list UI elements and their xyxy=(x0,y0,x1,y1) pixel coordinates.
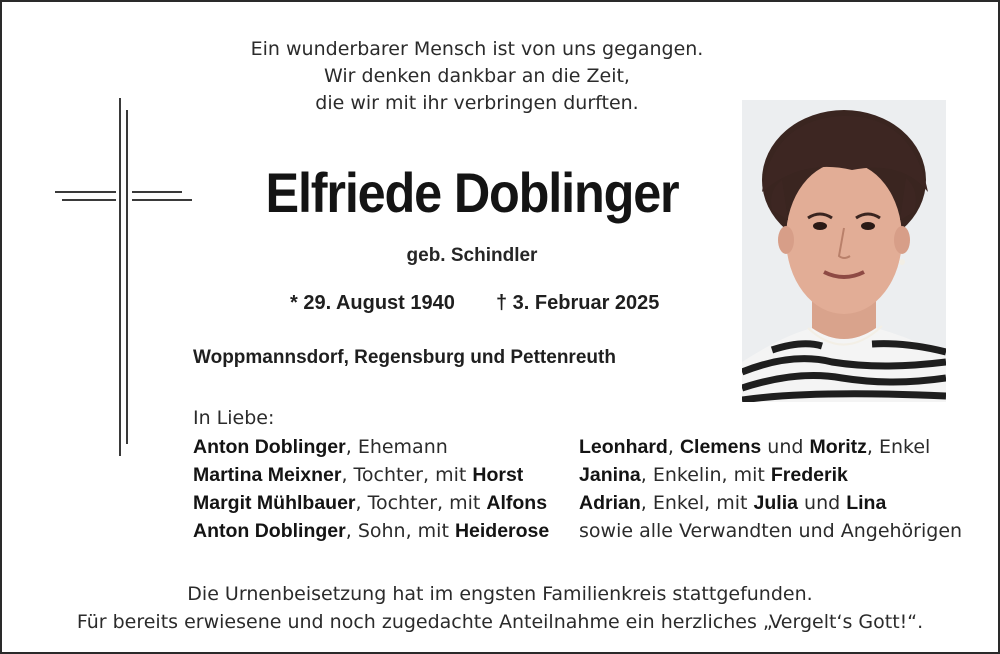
mourner-line xyxy=(579,433,962,461)
mourner-name: Julia xyxy=(753,492,798,514)
mourner-relation: , xyxy=(667,436,680,458)
mourner-relation: , Enkel, mit xyxy=(640,492,754,514)
birth-date: * 29. August 1940 xyxy=(290,292,455,314)
places: Woppmannsdorf, Regensburg und Pettenreuth xyxy=(193,347,616,368)
closing-line: Für bereits erwiesene und noch zugedachte Anteilnahme ein herzliches „Vergelt‘s Gott!“. xyxy=(76,611,924,633)
mourner-name: Frederik xyxy=(770,464,848,486)
mourner-line xyxy=(579,517,962,545)
intro-line: die wir mit ihr verbringen durften. xyxy=(315,92,639,114)
mourner-name: Lina xyxy=(846,492,887,514)
mourner-name: Margit Mühlbauer xyxy=(193,492,356,514)
mourner-relation: , Enkel xyxy=(866,436,931,458)
mourner-line xyxy=(193,489,549,517)
mourner-line xyxy=(193,433,549,461)
mourners-heading: In Liebe: xyxy=(193,407,275,429)
mourner-relation: , Sohn, mit xyxy=(345,520,455,542)
mourners-left-column xyxy=(193,433,549,545)
mourner-relation: sowie alle Verwandten und Angehörigen xyxy=(579,520,963,542)
portrait-photo xyxy=(742,100,946,402)
mourner-line xyxy=(579,489,962,517)
intro-line: Wir denken dankbar an die Zeit, xyxy=(324,65,630,87)
mourner-name: Horst xyxy=(472,464,524,486)
cross-icon xyxy=(52,96,197,458)
deceased-name: Elfriede Doblinger xyxy=(265,161,679,224)
intro-text xyxy=(152,36,802,117)
mourner-relation: , Tochter, mit xyxy=(341,464,473,486)
mourner-name: Janina xyxy=(579,464,641,486)
mourner-relation: , Tochter, mit xyxy=(355,492,487,514)
closing-text xyxy=(22,580,978,636)
mourner-name: Adrian xyxy=(579,492,641,514)
mourner-name: Alfons xyxy=(486,492,548,514)
mourner-line xyxy=(579,461,962,489)
mourner-relation: , Ehemann xyxy=(345,436,448,458)
mourner-name: Anton Doblinger xyxy=(193,520,346,542)
mourner-line xyxy=(193,517,549,545)
mourner-name: Martina Meixner xyxy=(193,464,342,486)
death-date: † 3. Februar 2025 xyxy=(496,292,660,314)
mourner-name: Leonhard xyxy=(579,436,668,458)
mourner-relation: und xyxy=(797,492,847,514)
closing-line: Die Urnenbeisetzung hat im engsten Familienkreis stattgefunden. xyxy=(187,583,813,605)
mourner-name: Clemens xyxy=(679,436,762,458)
mourner-name: Anton Doblinger xyxy=(193,436,346,458)
mourner-relation: , Enkelin, mit xyxy=(640,464,771,486)
mourners-right-column xyxy=(579,433,962,545)
mourner-name: Moritz xyxy=(809,436,867,458)
mourner-name: Heiderose xyxy=(454,520,550,542)
mourner-relation: und xyxy=(761,436,810,458)
birth-name: geb. Schindler xyxy=(406,245,538,266)
intro-line: Ein wunderbarer Mensch ist von uns gegangen. xyxy=(250,38,704,60)
mourner-line xyxy=(193,461,549,489)
